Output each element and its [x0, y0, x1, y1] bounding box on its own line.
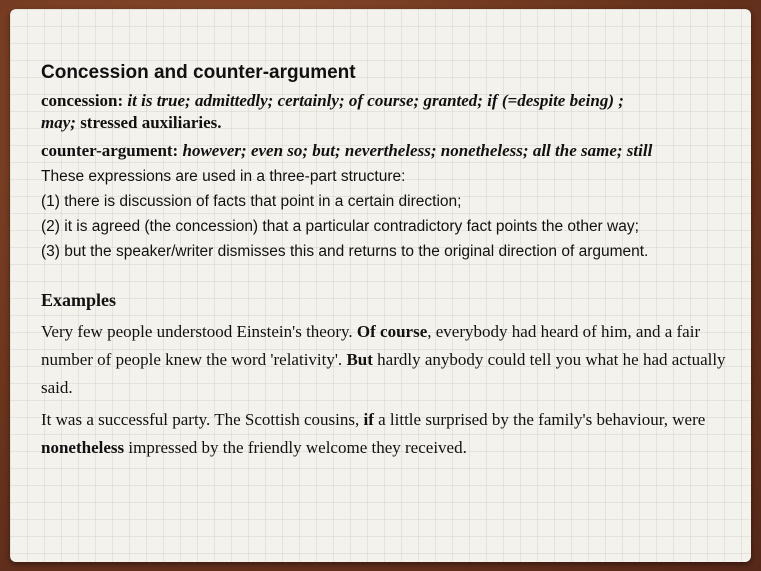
counter-argument-label: counter-argument: — [41, 141, 179, 160]
concession-trailing: stressed auxiliaries. — [80, 113, 222, 132]
example-2-bold-a: if — [363, 410, 374, 429]
example-2-text-c: impressed by the friendly welcome they received. — [124, 438, 467, 457]
structure-point-3: (3) but the speaker/writer dismisses this and returns to the original direction of argument. — [41, 243, 649, 260]
example-1-bold-a: Of course — [356, 322, 428, 341]
concession-label: concession: — [41, 91, 124, 110]
structure-point-1: (1) there is discussion of facts that point in a certain direction; — [41, 193, 462, 210]
example-2-text-a: It was a successful party. The Scottish cousins, — [41, 410, 364, 429]
example-1-text-a: Very few people understood Einstein's theory. — [41, 322, 357, 341]
slide — [10, 9, 751, 562]
concession-items-line2: may; — [41, 113, 76, 132]
counter-argument-items: however; even so; but; nevertheless; nonetheless; all the same; still — [182, 141, 653, 160]
example-1-text-b: , everybody had heard of him, and a fair number of people knew the word 'relativity'. — [41, 322, 701, 369]
structure-intro: These expressions are used in a three-part structure: — [41, 168, 406, 185]
example-1-bold-b: But — [346, 350, 373, 369]
slide-content — [41, 61, 731, 466]
example-1-text-c: hardly anybody could tell you what he had actually said. — [41, 350, 726, 397]
slide-title: Concession and counter-argument — [41, 62, 356, 83]
example-2-bold-b: nonetheless — [41, 438, 125, 457]
examples-heading: Examples — [41, 290, 117, 310]
example-2-text-b: a little surprised by the family's behaviour, were — [373, 410, 706, 429]
counter-argument-line — [41, 140, 731, 162]
concession-line — [41, 90, 731, 134]
example-paragraph-2 — [41, 406, 731, 462]
concession-items: it is true; admittedly; certainly; of course; granted; if (=despite being) ; — [127, 91, 624, 110]
example-paragraph-1 — [41, 318, 731, 402]
structure-point-2: (2) it is agreed (the concession) that a particular contradictory fact points the other way; — [41, 218, 639, 235]
